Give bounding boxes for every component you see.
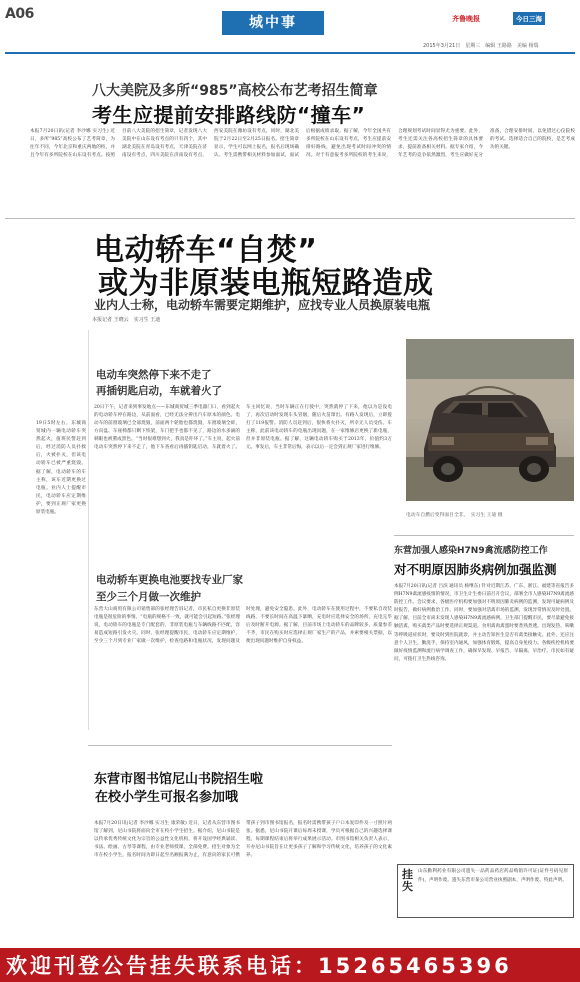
newspaper-logo: 齐鲁晚报 — [452, 14, 480, 23]
article1-headline: 考生应提前安排路线防“撞车” — [92, 103, 366, 127]
brand-badge: 今日三海 — [513, 12, 545, 25]
article4-headline-line1: 东营市图书馆尼山书院招生啦 — [94, 772, 264, 787]
article2-body1: 20日下午，记者来到事发地点——东城商贸城三季电器门口，看到起火的电动轿车停在路边，从前面看，已经无法分辨出汽车原本的颜色。电动车的前窗玻璃已全部烧毁，前面两个轮胎也都烧毁，车窗玻璃全碎，方向盘、车座椅都只剩下铁架，车门把手也都不见了，路边的水多滴的刺眼也被熏成黑色。“当时很难想到火，我真是吓坏了。”车主说，起火前电动车突然停下来不走了，他下车查看后再插钥匙启动，车就着火了。车主回忆说，当时车辆正在行驶中，突然就停了下来，他以为是没电了，再次启动时发现车头冒烟，随后火苗窜出。有路人发现后，立即拨打了119报警。消防人员赶到后，很快将火扑灭，所幸无人员受伤。车主称，此前该电动轿车的电瓶出现问题，在一家维修店更换了新电瓶，但并非原装电瓶。据了解，这辆电动轿车购买于2013年，价值约3万元。事发后，车主非常后悔，表示以后一定会到正规厂家进行维修。 — [94, 405, 392, 451]
column-divider — [88, 330, 89, 730]
article3-kicker: 东营加强人感染H7N9禽流感防控工作 — [394, 546, 548, 556]
divider — [5, 218, 575, 219]
article2-sidebar-text: 19日5时左右，东城商贸城内一辆电动轿车突然起火，值班民警赶到后，经过消防人员扑救后，火被扑灭，但该电动轿车已被严重烧毁。据了解，电动轿车的车主称，该车近期更换过电瓶。业内人士提醒市民，电动轿车应定期维护，要到正规厂家更换原装电瓶。 — [36, 421, 86, 516]
page-number: A06 — [5, 6, 34, 22]
article2-subhead1-line1: 电动车突然停下来不走了 — [96, 369, 212, 381]
article2-headline-line1: 电动轿车“自焚” — [94, 233, 318, 268]
article2-subhead1-line2: 再插钥匙启动，车就着火了 — [96, 385, 222, 397]
article4-headline-line2: 在校小学生可报名参加哦 — [95, 790, 239, 805]
article2-body2: 东营大山商贸有限公司销售部的张经理告诉记者，市民私自更换非原装电瓶是很危险的事情。“电瓶的规格不一致，就可能会引起短路。”张经理说，电动轿车的电瓶是专门配套的，非原装电瓶与车辆线路不匹配，容易造成短路引发火灾。同时，张经理提醒市民，电动轿车应定期维护，至少三个月到专业厂家做一次维护，检查电路和电瓶状况，发现问题及时处理，避免安全隐患。此外，电动轿车在使用过程中，不要私自改装线路，不要长时间在高温下暴晒，充电时应选择安全的场所，充电完毕后及时断开电源。据了解，目前市场上电动轿车的品牌较多，质量参差不齐，市民在购买时应选择正规厂家生产的产品，并索要相关票据，以便出现问题时维护自身权益。 — [94, 607, 392, 645]
car-photo-illustration — [406, 339, 574, 501]
article3-body: 本报7月20日讯(记者 吕滨 通讯员 杨继东) 针对近期江苏、广东、浙江、福建等省报告多例H7N9禽流感疫情的情况，市卫生计生委日前召开会议，部署全市人感染H7N9禽流感防控工作。会议要求，各级医疗机构要加强对不明原因肺炎病例的监测，发现可疑病例及时报告，做好病例救治工作。同时，要加强对活禽市场的监测，发现异常情况及时处置。据了解，目前全市尚未发现人感染H7N9禽流感病例。卫生部门提醒市民，要尽量避免接触活禽，购买禽类产品时要选择正规渠道，食用禽肉禽蛋时要煮熟煮透。出现发热、咳嗽等呼吸道症状时，要及时到医院就诊，并主动告知医生是否有禽类接触史。此外，还应注意个人卫生，勤洗手，保持室内通风，加强体育锻炼，提高自身免疫力。各级疾控机构要做好疫情监测和流行病学调查工作，确保早发现、早报告、早隔离、早治疗。市民如有疑问，可拨打卫生热线咨询。 — [394, 584, 574, 662]
article4-body: 本报7月20日讯(记者 李沙娜 实习生 康荣敏) 近日，记者从东营市图书馆了解到，尼山书院将面向全市在校小学生招生。据介绍，尼山书院是以传承优秀传统文化为宗旨的公益性文化机构，将开设国学经典诵读、书法、绘画、古琴等课程，由专业老师授课，全部免费。招生对象为全市在校小学生，报名时间为即日起至名额报满为止，有意向的家长可携带孩子到市图书馆报名，报名时需携带孩子户口本复印件及一寸照片两张。据悉，尼山书院开课后每周末授课，学员可根据自己的兴趣选择课程，每期课程结束后将举行成果展示活动。市图书馆相关负责人表示，开办尼山书院旨在让更多孩子了解和学习传统文化，培养孩子的文化素养。 — [94, 821, 392, 859]
header-rule — [5, 52, 575, 54]
article2-headline-line2: 或为非原装电瓶短路造成 — [98, 266, 434, 301]
article1-kicker: 八大美院及多所“985”高校公布艺考招生简章 — [92, 83, 378, 99]
dateline: 2015年3月21日 星期三 编辑 王路路 美编 杨瑞 — [423, 43, 539, 49]
footer-banner-text: 欢迎刊登公告挂失联系电话：15265465396 — [6, 954, 512, 978]
article2-subhead2-line2: 至少三个月做一次维护 — [96, 591, 201, 603]
photo-caption: 电动车自燃后变得面目全非。 实习生 王迪 摄 — [406, 513, 503, 518]
article2-subtitle: 业内人士称，电动轿车需要定期维护，应找专业人员换原装电瓶 — [94, 298, 431, 312]
notice-text: 山东勤利药业有限公司遗失一品药品药店药品购销许可证(证件号码见原件)，声明作废。遗失东营市某公司营业执照副本，声明作废。特此声明。 — [418, 869, 568, 883]
divider — [88, 745, 392, 746]
section-title: 城中事 — [222, 11, 324, 35]
burned-car-photo — [406, 339, 574, 501]
divider — [394, 535, 574, 536]
notice-label: 挂失 — [402, 868, 413, 893]
article3-headline: 对不明原因肺炎病例加强监测 — [394, 562, 557, 577]
article1-body: 本报7月20日讯(记者 李沙娜 实习生) 近日，多所“985”高校公布了艺考简章，为往年不同，今年北京和重庆两地的校，并且今年有多所院校在山东设有考点。按照目前八大美院的招生简章，记者发现八大美院中在山东设有考点的只有四个，其中湖北美院在青岛设有考点，天津美院在济南设有考点，四川美院在济南设有考点，西安美院在潍坊设有考点，同时，湖北美院于2月22日至2月25日报名。招生简章显示，学生可以网上报名，报名后现场确认。考生需携带相关材料参加面试，面试后根据成绩录取。据了解，今年全国共有多所院校在山东设有考点，考生应提前安排好路线，避免出现考试时间冲突的情况。对于有意报考多所院校的考生来说，合理规划考试时间显得尤为重要。此外，考生还需关注各高校招生简章的具体要求，提前准备相关材料。据专家介绍，今年艺考的竞争依然激烈，考生应做好充分准备，合理安排时间，以免错过心仪院校的考试。选择适合自己的院校，是艺考成功的关键。 — [30, 129, 575, 159]
article2-byline: 本报记者 王晓云 实习生 王迪 — [92, 317, 161, 323]
article2-subhead2-line1: 电动轿车更换电池要找专业厂家 — [96, 574, 243, 586]
